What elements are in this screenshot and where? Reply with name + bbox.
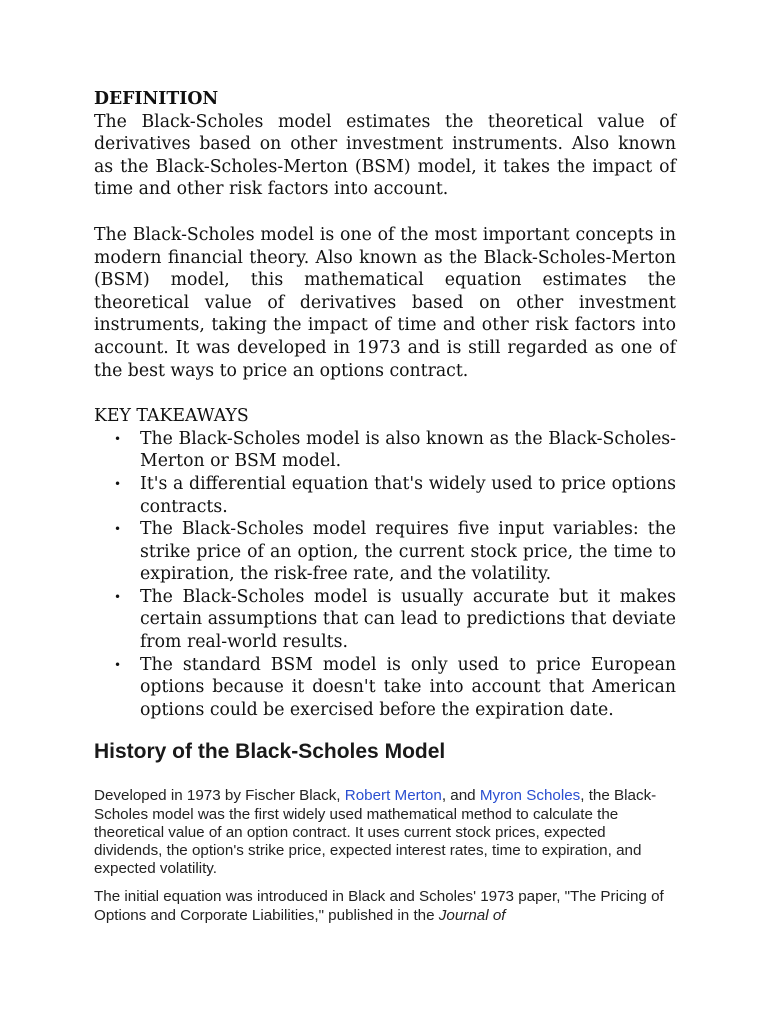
definition-section [94,88,676,721]
definition-text: The Black-Scholes model estimates the theoretical value of derivatives based on other investment instruments. Also known as the Black-Scholes-Merton (BSM) model, it takes the impact of time and other risk factors into account. [94,111,676,200]
myron-scholes-link[interactable]: Myron Scholes [479,787,581,805]
list-item: • The Black-Scholes model requires five input variables: the strike price of an option, the current stock price, the time to expiration, the risk-free rate, and the volatility. [114,519,676,585]
key-takeaways-list [94,428,676,722]
list-item: • The standard BSM model is only used to price European options because it doesn't take into account that American options could be exercised before the expiration date. [114,654,676,720]
history-title: History of the Black-Scholes Model [94,740,446,764]
bullet-icon: • [114,522,122,537]
key-takeaways-title: KEY TAKEAWAYS [94,406,249,427]
history-section [94,739,676,924]
bullet-icon: • [114,657,122,672]
history-paragraph-2: The initial equation was introduced in Black and Scholes' 1973 paper, "The Pricing of Options and Corporate Liabilities," published in the Journal of [94,888,664,924]
bullet-icon: • [114,431,122,446]
intro-paragraph: The Black-Scholes model is one of the most important concepts in modern financial theory. Also known as the Black-Scholes-Merton (BSM) model, this mathematical equation estimates the theoretical value of derivatives based on other investment instruments, taking the impact of time and other risk factors into account. It was developed in 1973 and is still regarded as one of the best ways to price an options contract. [94,224,676,381]
document-page [94,88,676,935]
robert-merton-link[interactable]: Robert Merton [344,787,442,805]
definition-heading: DEFINITION [94,89,219,109]
list-item: • The Black-Scholes model is usually accurate but it makes certain assumptions that can lead to predictions that deviate from real-world results. [114,586,676,653]
list-item: • It's a differential equation that's widely used to price options contracts. [114,473,676,517]
bullet-icon: • [114,476,122,491]
history-paragraph-1: Developed in 1973 by Fischer Black, Robert Merton, and Myron Scholes, the Black-Scholes model was the first widely used mathematical method to calculate the theoretical value of an option contract. It uses current stock prices, expected dividends, the option's strike price, expected interest rates, time to expiration, and expected volatility. [94,787,657,878]
list-item: • The Black-Scholes model is also known as the Black-Scholes-Merton or BSM model. [114,428,676,472]
bullet-icon: • [114,589,122,604]
